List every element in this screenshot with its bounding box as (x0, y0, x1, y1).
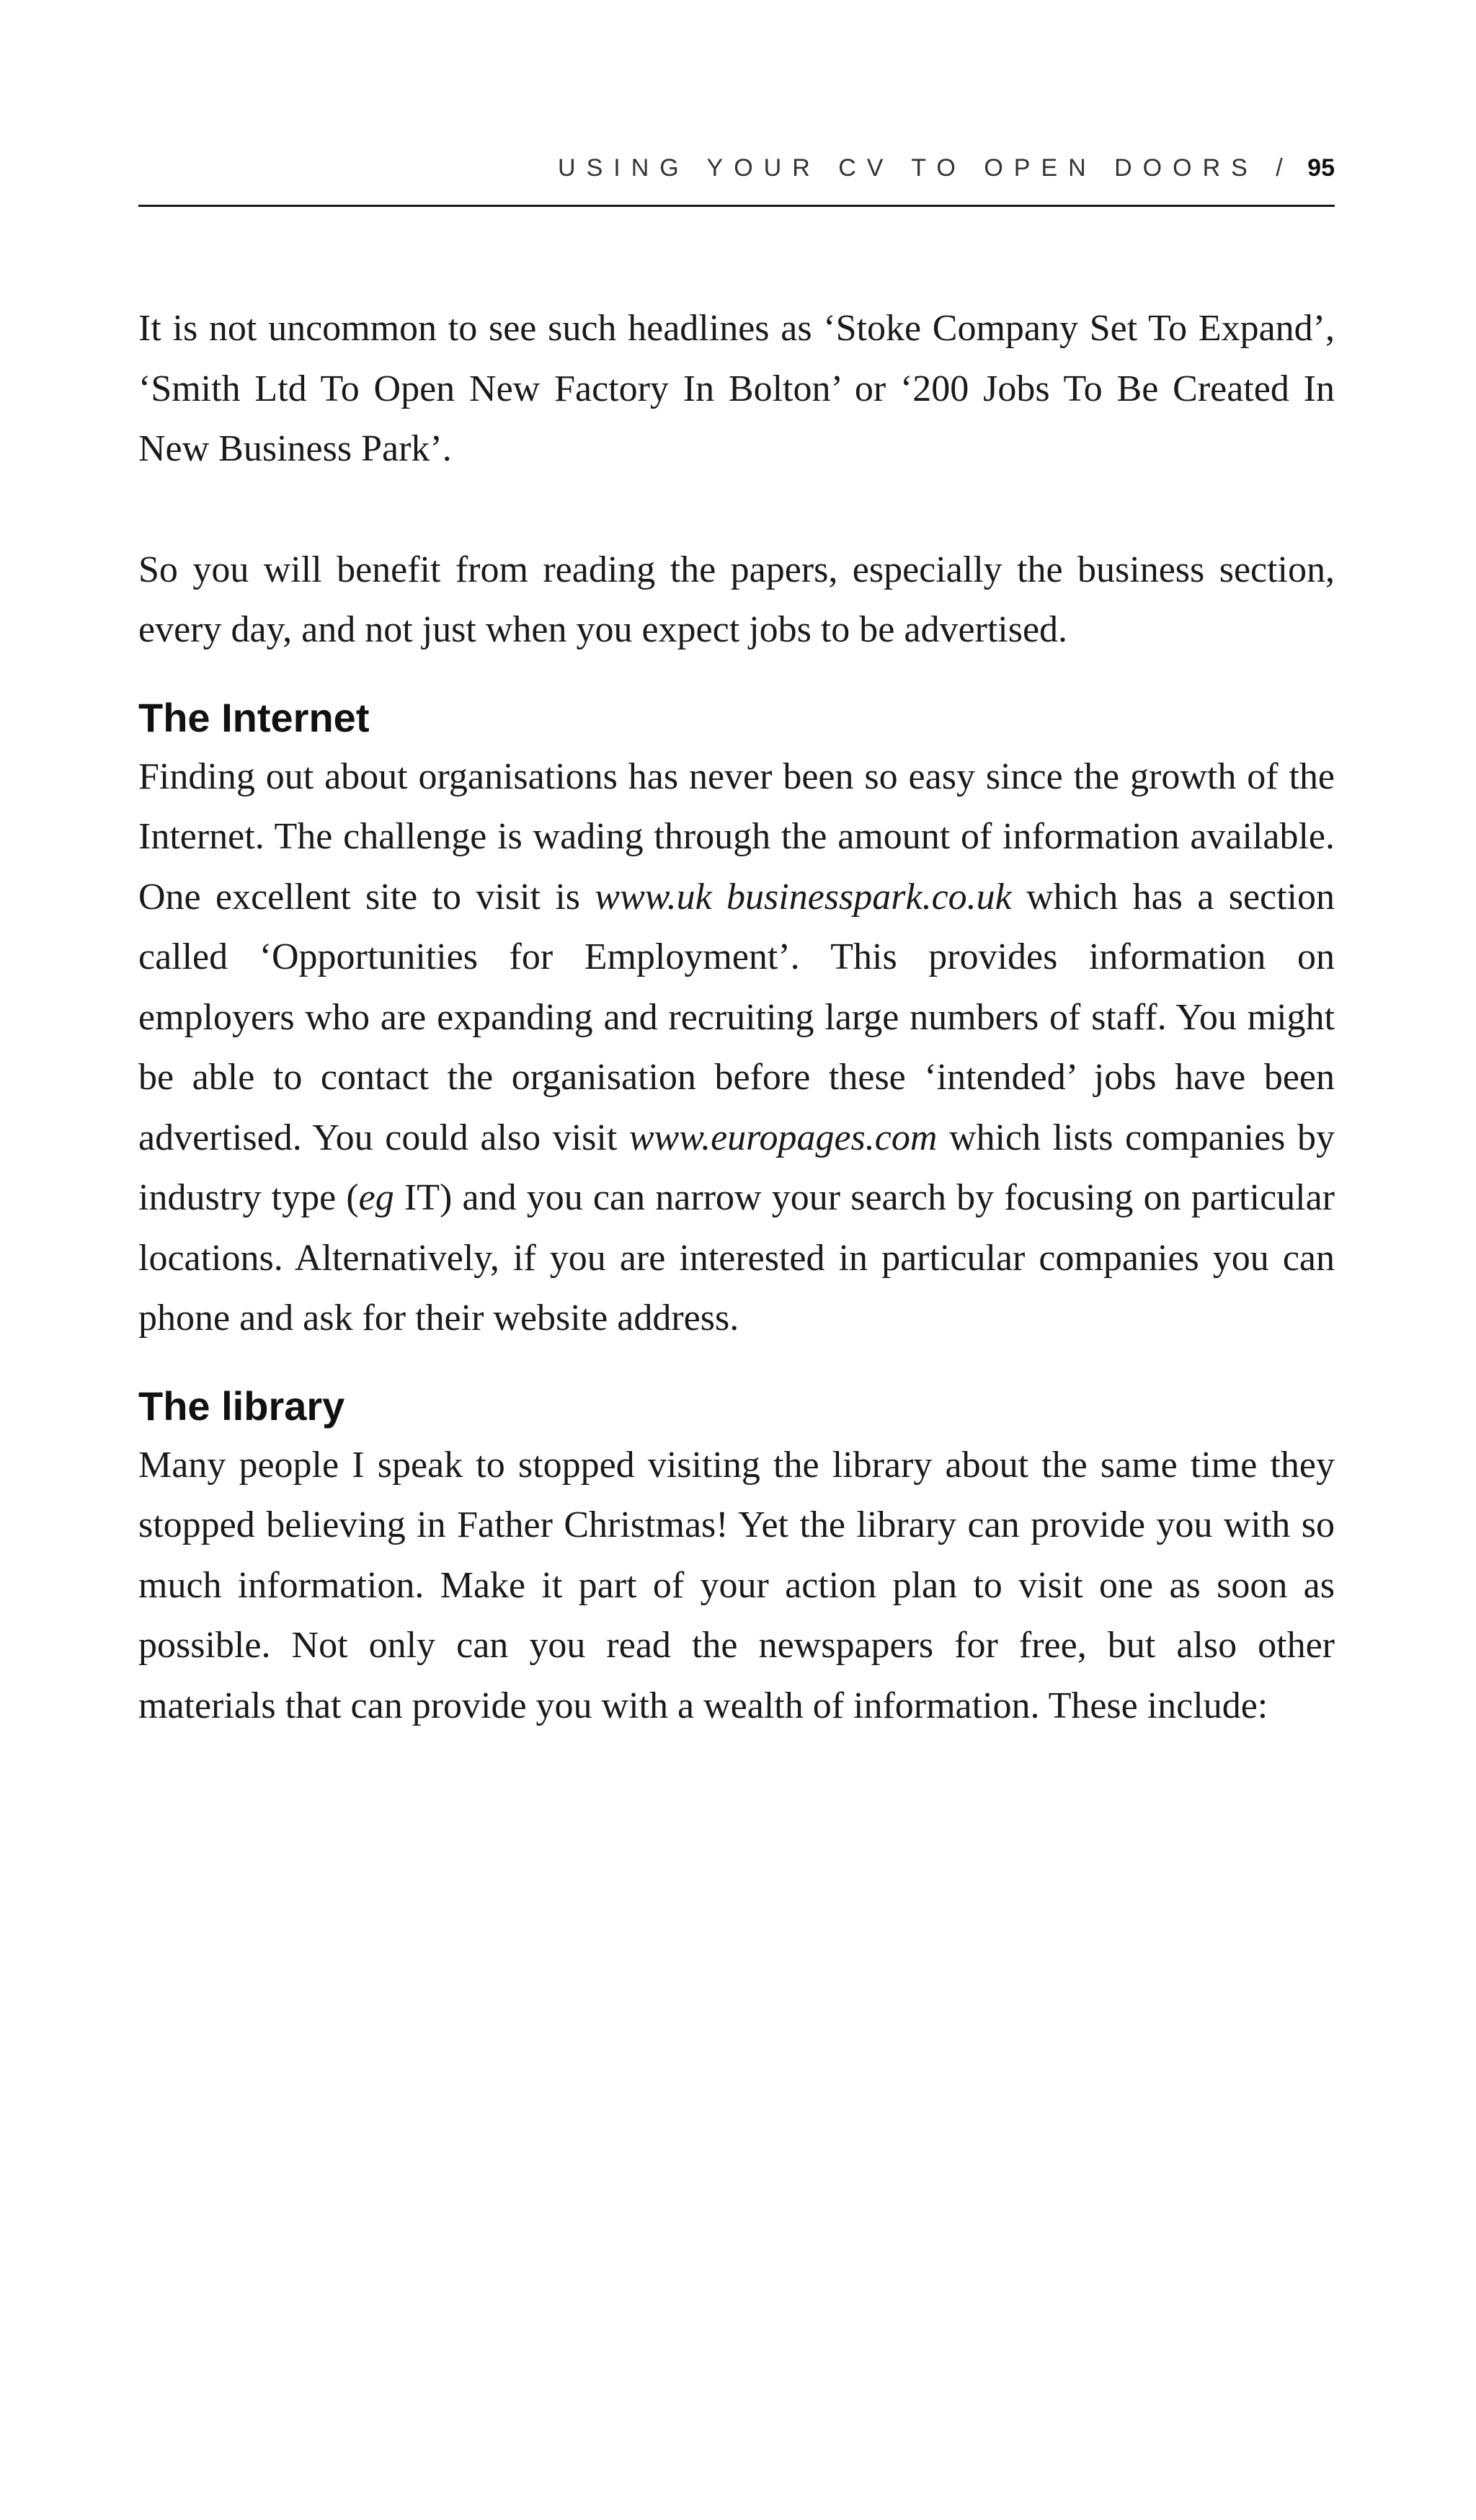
section-heading-internet: The Internet (138, 694, 370, 740)
body-text (138, 298, 1335, 1736)
internet-text-2: which has a section called ‘Opportunities for Employment’. This provides information on employers who are expanding and recruiting large numbers of staff. You might be able to contact the organisation before these ‘intended’ jobs have been advertised. You could also visit (138, 876, 1335, 1158)
page-number: 95 (1307, 154, 1335, 182)
abbrev-eg: eg (358, 1177, 394, 1218)
section-gap (138, 660, 1335, 689)
section-heading-library: The library (138, 1383, 345, 1429)
internet-text-3: which lists companies by industry type ( (138, 1117, 1335, 1218)
paragraph-papers: So you will benefit from reading the papers, especially the business section, every day, and not just when you expect jobs to be advertised. (138, 549, 1335, 650)
internet-text-1: Finding out about organisations has never been so easy since the growth of the Internet. The challenge is wading through the amount of information available. One excellent site to visit is (138, 755, 1335, 918)
paragraph-gap (138, 479, 1335, 540)
paragraph-headlines: It is not uncommon to see such headlines as ‘Stoke Company Set To Expand’, ‘Smith Ltd To Open New Factory In Bolton’ or ‘200 Jobs To Be Created In New Business Park’. (138, 308, 1335, 469)
running-title: USING YOUR CV TO OPEN DOORS (558, 154, 1258, 182)
header-separator: / (1276, 154, 1283, 182)
section-gap (138, 1349, 1335, 1377)
paragraph-library: Many people I speak to stopped visiting the library about the same time they stopped believing in Father Christmas! Yet the library can provide you with so much information. Make it part of your action plan to visit one as soon as possible. Not only can you read the newspapers for free, but also other materials that can provide you with a wealth of information. These include: (138, 1444, 1335, 1726)
running-header (558, 154, 1335, 182)
paragraph-internet (138, 747, 1335, 1349)
link-europages: www.europages.com (628, 1117, 938, 1158)
internet-text-4: IT) and you can narrow your search by focusing on particular locations. Alternatively, if you are interested in particular companies you can phone and ask for their website address. (138, 1177, 1335, 1339)
header-rule (138, 205, 1335, 207)
link-ukbusinesspark: www.uk businesspark.co.uk (595, 876, 1012, 918)
